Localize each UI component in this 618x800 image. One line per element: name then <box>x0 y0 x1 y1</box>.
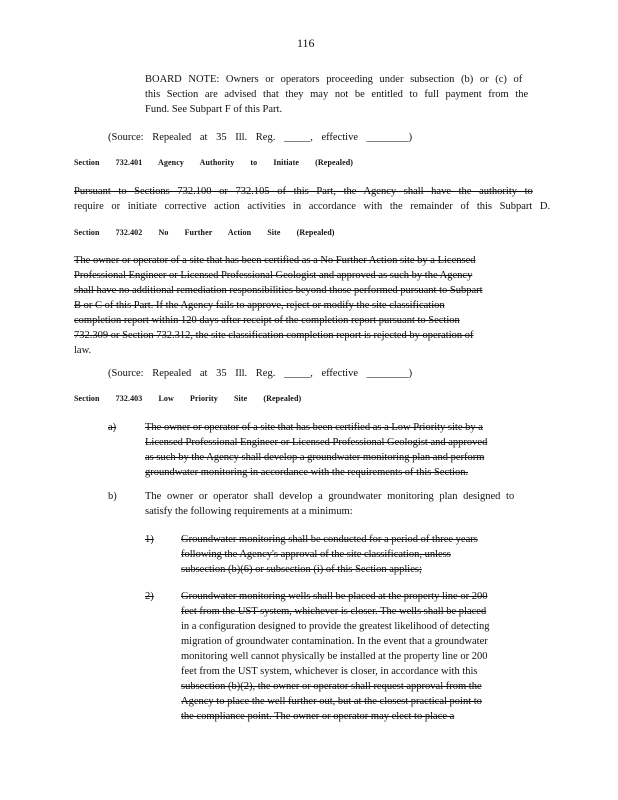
section-body-line: law. <box>74 345 92 356</box>
section-heading: Section 732.403 Low Priority Site (Repealed) <box>74 394 302 403</box>
board-note-line: BOARD NOTE: Owners or operators proceeding under subsection (b) or (c) of <box>145 74 523 85</box>
section-body-line: completion report within 120 days after receipt of the completion report pursuant to Section <box>74 315 460 326</box>
page-number: 116 <box>297 36 315 50</box>
board-note-line: this Section are advised that they may not be entitled to full payment from the <box>145 89 529 100</box>
list-item-line: satisfy the following requirements at a minimum: <box>145 506 353 517</box>
list-item-line: feet from the UST system, whichever is closer, in accordance with this <box>181 666 478 677</box>
list-label: 2) <box>145 591 154 602</box>
list-item-line: subsection (b)(2), the owner or operator shall request approval from the <box>181 681 482 692</box>
list-label: a) <box>108 422 117 433</box>
section-body-line: shall have no additional remediation responsibilities beyond those performed pursuant to Subpart <box>74 285 483 296</box>
list-label: b) <box>108 491 117 502</box>
list-item-line: Licensed Professional Engineer or Licensed Professional Geologist and approved <box>145 437 488 448</box>
list-item-line: The owner or operator shall develop a groundwater monitoring plan designed to <box>145 491 515 502</box>
list-item-line: in a configuration designed to provide the greatest likelihood of detecting <box>181 621 490 632</box>
source-note: (Source: Repealed at 35 Ill. Reg. _____, effective ________) <box>108 132 413 143</box>
section-heading: Section 732.402 No Further Action Site (Repealed) <box>74 228 335 237</box>
list-item-line: Groundwater monitoring wells shall be placed at the property line or 200 <box>181 591 488 602</box>
list-item-line: migration of groundwater contamination. In the event that a groundwater <box>181 636 488 647</box>
board-note-line: Fund. See Subpart F of this Part. <box>145 104 283 115</box>
section-body-line: B or C of this Part. If the Agency fails to approve, reject or modify the site classification <box>74 300 445 311</box>
list-item-line: as such by the Agency shall develop a groundwater monitoring plan and perform <box>145 452 485 463</box>
list-item-line: Agency to place the well further out, but at the closest practical point to <box>181 696 482 707</box>
list-item-line: the compliance point. The owner or operator may elect to place a <box>181 711 455 722</box>
section-body-line: require or initiate corrective action activities in accordance with the remainder of this Subpart D. <box>74 201 551 212</box>
list-item-line: feet from the UST system, whichever is closer. The wells shall be placed <box>181 606 487 617</box>
section-body-line: 732.309 or Section 732.312, the site classification completion report is rejected by operation of <box>74 330 474 341</box>
section-heading: Section 732.401 Agency Authority to Initiate (Repealed) <box>74 158 354 167</box>
section-body-line: The owner or operator of a site that has been certified as a No Further Action site by a Licensed <box>74 255 476 266</box>
list-label: 1) <box>145 534 154 545</box>
section-body-line: Pursuant to Sections 732.100 or 732.105 of this Part, the Agency shall have the authority to <box>74 186 533 197</box>
section-body-line: Professional Engineer or Licensed Professional Geologist and approved as such by the Agency <box>74 270 473 281</box>
list-item-line: subsection (b)(6) or subsection (i) of this Section applies; <box>181 564 422 575</box>
list-item-line: Groundwater monitoring shall be conducted for a period of three years <box>181 534 478 545</box>
list-item-line: groundwater monitoring in accordance with the requirements of this Section. <box>145 467 469 478</box>
list-item-line: monitoring well cannot physically be installed at the property line or 200 <box>181 651 488 662</box>
source-note: (Source: Repealed at 35 Ill. Reg. _____, effective ________) <box>108 368 413 379</box>
list-item-line: following the Agency's approval of the site classification, unless <box>181 549 451 560</box>
list-item-line: The owner or operator of a site that has been certified as a Low Priority site by a <box>145 422 483 433</box>
